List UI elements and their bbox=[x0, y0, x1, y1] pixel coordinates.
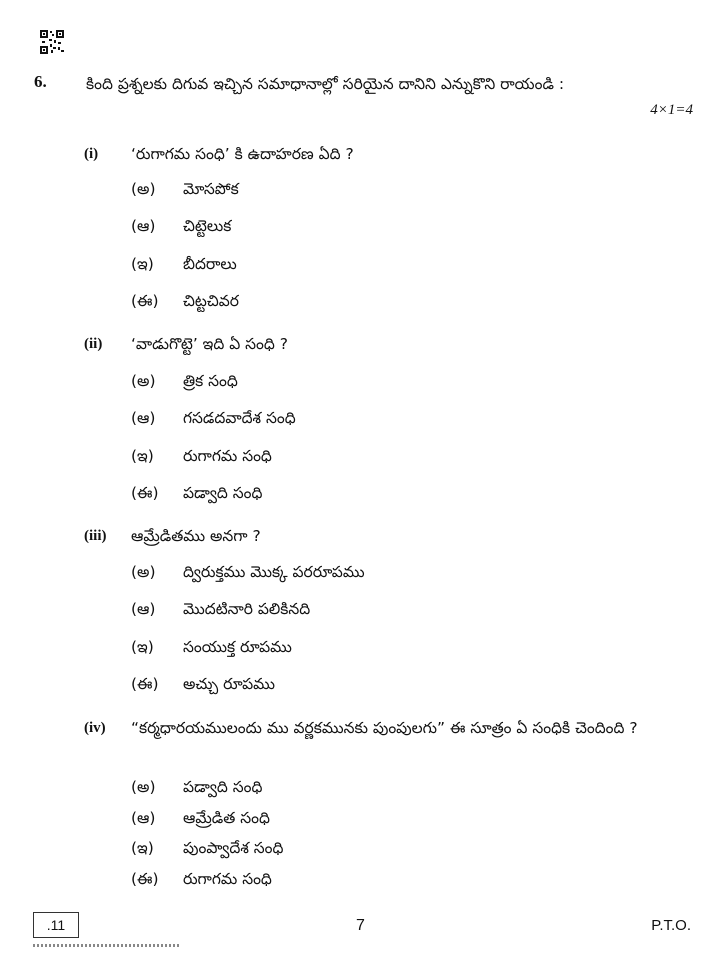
option-text: త్రిక సంధి bbox=[183, 372, 238, 390]
option-text: సంయుక్త రూపము bbox=[183, 638, 292, 656]
option bbox=[131, 809, 270, 831]
option bbox=[131, 409, 296, 431]
option-text: చిట్టచివర bbox=[183, 292, 239, 310]
option bbox=[131, 778, 262, 800]
option bbox=[131, 675, 275, 697]
option bbox=[131, 292, 239, 314]
option-label: (అ) bbox=[131, 778, 156, 796]
subquestion-text: ఆమ్రేడితము అనగా ? bbox=[131, 527, 261, 545]
option bbox=[131, 255, 237, 277]
option-label: (ఆ) bbox=[131, 600, 156, 618]
option-label: (ఇ) bbox=[131, 638, 154, 656]
option-text: ఆమ్రేడిత సంధి bbox=[183, 809, 270, 827]
option-label: (ఆ) bbox=[131, 809, 156, 827]
option-text: చిట్టెలుక bbox=[183, 217, 232, 235]
option-label: (అ) bbox=[131, 372, 156, 390]
option bbox=[131, 447, 272, 469]
option-label: (ఆ) bbox=[131, 217, 156, 235]
option-label: (ఈ) bbox=[131, 484, 159, 502]
option-text: బీదరాలు bbox=[183, 255, 237, 273]
subquestion-label: (i) bbox=[84, 146, 99, 162]
qr-code bbox=[40, 30, 64, 54]
option-label: (అ) bbox=[131, 180, 156, 198]
question-number: 6. bbox=[34, 72, 47, 91]
option-text: రుగాగమ సంధి bbox=[183, 447, 272, 465]
option-label: (ఈ) bbox=[131, 870, 159, 888]
subquestion-label: (iv) bbox=[84, 720, 106, 736]
footer-divider bbox=[33, 944, 181, 947]
question-stem: కింది ప్రశ్నలకు దిగువ ఇచ్చిన సమాధానాల్లో సరియైన దానిని ఎన్నుకొని రాయండి : bbox=[86, 75, 565, 93]
option-label: (ఇ) bbox=[131, 447, 154, 465]
option bbox=[131, 600, 310, 622]
option bbox=[131, 180, 239, 202]
option bbox=[131, 839, 284, 861]
subquestion-label: (ii) bbox=[84, 336, 103, 352]
subquestion-text: ‘వాడుగొట్టె’ ఇది ఏ సంధి ? bbox=[131, 335, 289, 353]
option-text: మొదటినారి పలికినది bbox=[183, 600, 311, 618]
option bbox=[131, 484, 262, 506]
option-text: పుంప్వాదేశ సంధి bbox=[183, 839, 284, 857]
paper-code-box: .11 bbox=[33, 912, 79, 938]
option bbox=[131, 563, 365, 585]
option-text: పడ్వాది సంధి bbox=[183, 778, 263, 796]
option bbox=[131, 372, 238, 394]
option-text: పడ్వాది సంధి bbox=[183, 484, 263, 502]
option-text: మోసపోక bbox=[183, 180, 239, 198]
option-text: రుగాగమ సంధి bbox=[183, 870, 272, 888]
option bbox=[131, 638, 292, 660]
page-number: 7 bbox=[356, 917, 365, 934]
marks-allocation: 4×1=4 bbox=[650, 102, 693, 118]
subquestion-text: ‘రుగాగమ సంధి’ కి ఉదాహరణ ఏది ? bbox=[131, 145, 354, 163]
option-label: (ఆ) bbox=[131, 409, 156, 427]
option-label: (ఇ) bbox=[131, 839, 154, 857]
option-label: (అ) bbox=[131, 563, 156, 581]
option-text: అచ్చు రూపము bbox=[183, 675, 275, 693]
option-label: (ఈ) bbox=[131, 292, 159, 310]
option bbox=[131, 217, 231, 239]
subquestion-text: “కర్మధారయములందు ము వర్ణకమునకు పుంపులగు” ఈ సూత్రం ఏ సంధికి చెందింది ? bbox=[131, 719, 638, 737]
subquestion-label: (iii) bbox=[84, 528, 107, 544]
option-label: (ఇ) bbox=[131, 255, 154, 273]
option bbox=[131, 870, 272, 892]
option-text: ద్విరుక్తము మొక్క పరరూపము bbox=[183, 563, 365, 581]
option-label: (ఈ) bbox=[131, 675, 159, 693]
option-text: గసడదవాదేశ సంధి bbox=[183, 409, 296, 427]
pto-label: P.T.O. bbox=[651, 917, 691, 934]
